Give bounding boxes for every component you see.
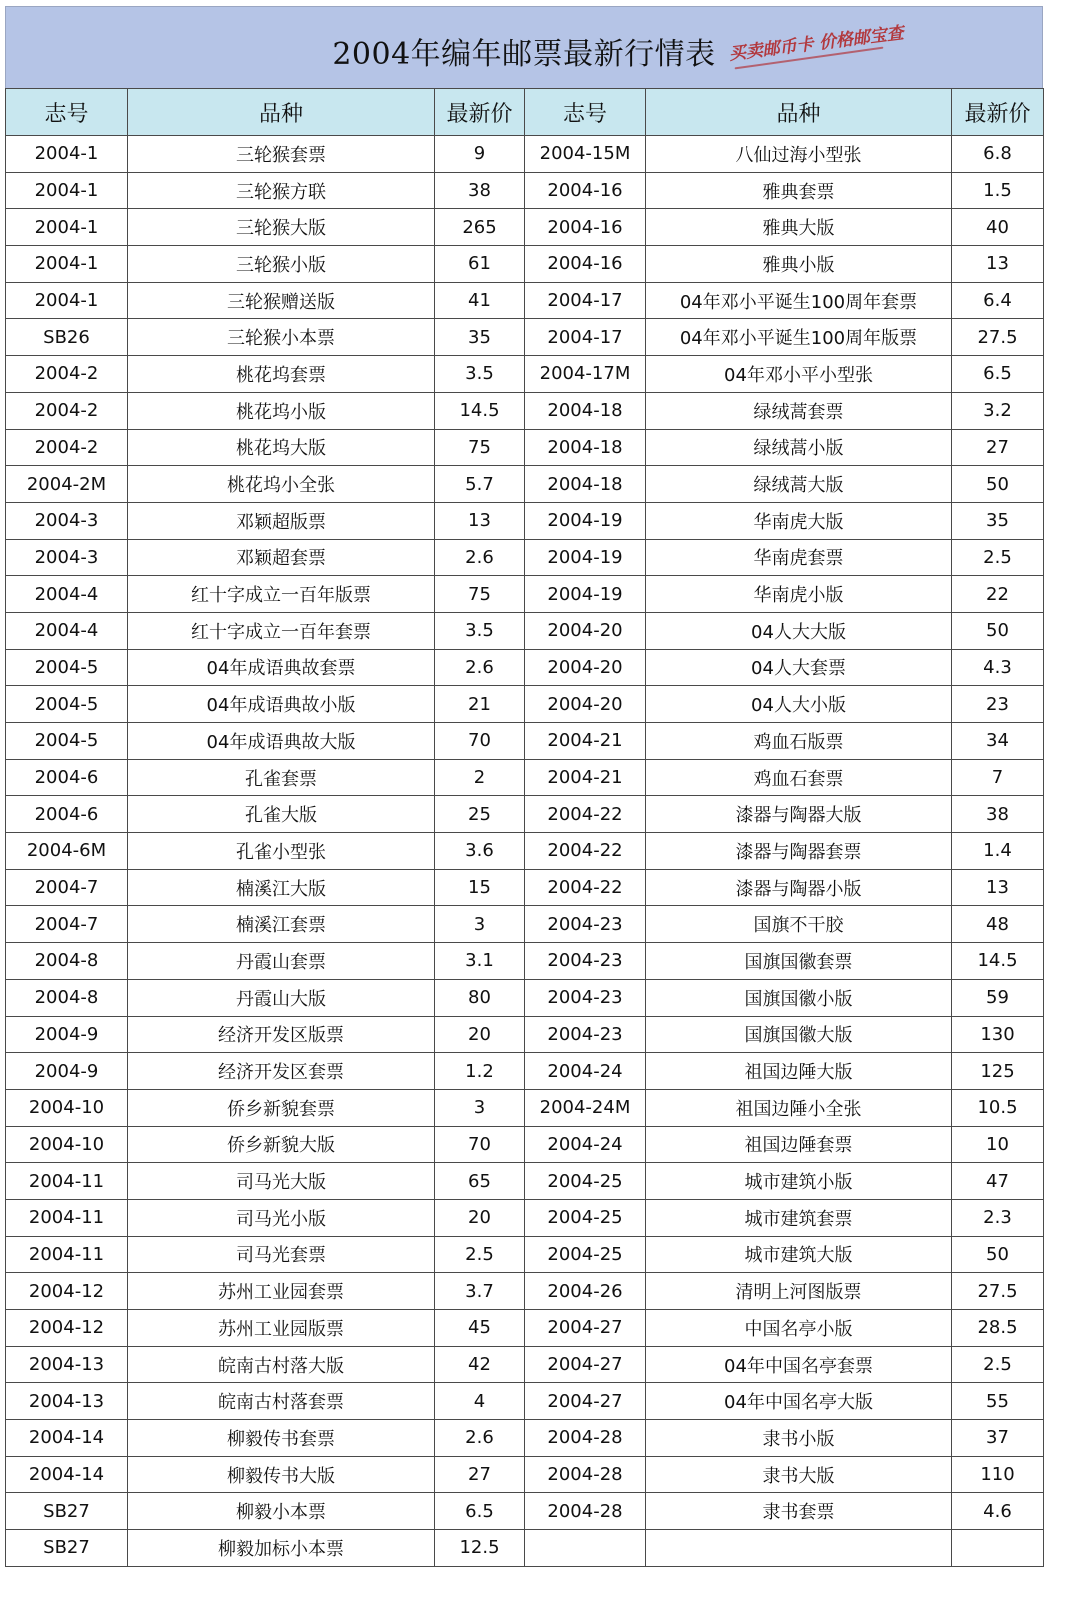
price-cell: 14.5 (435, 392, 525, 429)
price-cell: 4.3 (952, 649, 1044, 686)
stamp-no-cell: 2004-22 (525, 796, 646, 833)
price-cell: 21 (435, 686, 525, 723)
stamp-no-cell: 2004-28 (525, 1493, 646, 1530)
stamp-no-cell: 2004-20 (525, 649, 646, 686)
variety-cell: 绿绒蒿小版 (646, 429, 952, 466)
stamp-no-cell: 2004-28 (525, 1420, 646, 1457)
variety-cell: 隶书大版 (646, 1456, 952, 1493)
table-row (6, 356, 1044, 393)
stamp-no-cell: 2004-4 (6, 576, 128, 613)
table-row (6, 172, 1044, 209)
stamp-no-cell: 2004-6 (6, 796, 128, 833)
price-cell: 3 (435, 906, 525, 943)
price-cell: 9 (435, 136, 525, 173)
stamp-no-cell: 2004-16 (525, 209, 646, 246)
variety-cell: 城市建筑套票 (646, 1199, 952, 1236)
price-cell: 3.5 (435, 356, 525, 393)
variety-cell: 孔雀大版 (128, 796, 435, 833)
price-cell: 75 (435, 576, 525, 613)
price-cell: 12.5 (435, 1530, 525, 1567)
stamp-no-cell: SB27 (6, 1493, 128, 1530)
price-cell: 5.7 (435, 466, 525, 503)
price-cell: 20 (435, 1199, 525, 1236)
table-row (6, 979, 1044, 1016)
price-cell: 75 (435, 429, 525, 466)
stamp-no-cell: 2004-21 (525, 723, 646, 760)
price-cell: 2.3 (952, 1199, 1044, 1236)
variety-cell: 城市建筑小版 (646, 1163, 952, 1200)
page-title: 2004年编年邮票最新行情表 (332, 37, 716, 72)
table-row (6, 649, 1044, 686)
table-row (6, 502, 1044, 539)
table-row (6, 1053, 1044, 1090)
stamp-no-cell: 2004-23 (525, 979, 646, 1016)
stamp-no-cell: 2004-20 (525, 686, 646, 723)
variety-cell: 三轮猴方联 (128, 172, 435, 209)
price-cell: 37 (952, 1420, 1044, 1457)
price-cell: 6.4 (952, 282, 1044, 319)
price-cell: 50 (952, 1236, 1044, 1273)
stamp-no-cell: 2004-27 (525, 1346, 646, 1383)
price-cell: 4 (435, 1383, 525, 1420)
table-row (6, 833, 1044, 870)
table-row (6, 869, 1044, 906)
variety-cell: 华南虎大版 (646, 502, 952, 539)
variety-cell: 孔雀小型张 (128, 833, 435, 870)
variety-cell: 柳毅小本票 (128, 1493, 435, 1530)
stamp-no-cell: 2004-25 (525, 1163, 646, 1200)
table-row (6, 1456, 1044, 1493)
variety-cell: 绿绒蒿套票 (646, 392, 952, 429)
variety-cell: 雅典套票 (646, 172, 952, 209)
price-cell: 6.5 (435, 1493, 525, 1530)
variety-cell: 经济开发区套票 (128, 1053, 435, 1090)
variety-cell: 04人大小版 (646, 686, 952, 723)
stamp-no-cell: 2004-15M (525, 136, 646, 173)
price-cell: 2.6 (435, 1420, 525, 1457)
price-cell: 13 (435, 502, 525, 539)
price-cell: 13 (952, 246, 1044, 283)
variety-cell: 丹霞山套票 (128, 943, 435, 980)
table-row (6, 1163, 1044, 1200)
variety-cell: 司马光小版 (128, 1199, 435, 1236)
price-cell: 38 (435, 172, 525, 209)
table-row (6, 466, 1044, 503)
price-cell: 25 (435, 796, 525, 833)
variety-cell: 华南虎套票 (646, 539, 952, 576)
price-cell: 27 (952, 429, 1044, 466)
price-cell: 130 (952, 1016, 1044, 1053)
variety-cell: 鸡血石套票 (646, 759, 952, 796)
price-cell: 22 (952, 576, 1044, 613)
price-cell: 15 (435, 869, 525, 906)
price-cell: 35 (435, 319, 525, 356)
stamp-no-cell: 2004-27 (525, 1383, 646, 1420)
price-cell: 20 (435, 1016, 525, 1053)
stamp-no-cell: 2004-23 (525, 906, 646, 943)
price-cell: 6.5 (952, 356, 1044, 393)
variety-cell: 祖国边陲小全张 (646, 1089, 952, 1126)
variety-cell: 清明上河图版票 (646, 1273, 952, 1310)
variety-cell: 三轮猴赠送版 (128, 282, 435, 319)
variety-cell: 柳毅传书套票 (128, 1420, 435, 1457)
variety-cell: 红十字成立一百年套票 (128, 612, 435, 649)
table-row (6, 576, 1044, 613)
price-cell: 1.2 (435, 1053, 525, 1090)
price-cell: 40 (952, 209, 1044, 246)
stamp-no-cell: 2004-11 (6, 1163, 128, 1200)
price-cell: 27.5 (952, 319, 1044, 356)
variety-cell: 04年成语典故小版 (128, 686, 435, 723)
price-cell: 23 (952, 686, 1044, 723)
price-cell: 2.6 (435, 539, 525, 576)
table-body (6, 136, 1044, 1567)
stamp-no-cell: 2004-2 (6, 392, 128, 429)
table-row (6, 282, 1044, 319)
variety-cell: 04年邓小平诞生100周年版票 (646, 319, 952, 356)
stamp-no-cell: 2004-11 (6, 1236, 128, 1273)
stamp-no-cell: 2004-3 (6, 502, 128, 539)
price-table (5, 88, 1044, 1567)
table-row (6, 429, 1044, 466)
table-row (6, 1346, 1044, 1383)
header-cell-price-right: 最新价 (952, 89, 1044, 136)
stamp-no-cell: 2004-10 (6, 1126, 128, 1163)
price-cell: 27.5 (952, 1273, 1044, 1310)
price-cell: 41 (435, 282, 525, 319)
price-cell: 50 (952, 612, 1044, 649)
table-row (6, 1383, 1044, 1420)
variety-cell: 邓颖超版票 (128, 502, 435, 539)
variety-cell: 楠溪江套票 (128, 906, 435, 943)
table-row (6, 759, 1044, 796)
price-cell: 70 (435, 1126, 525, 1163)
table-row (6, 319, 1044, 356)
table-row (6, 1089, 1044, 1126)
table-row (6, 392, 1044, 429)
table-row (6, 1493, 1044, 1530)
price-cell: 38 (952, 796, 1044, 833)
stamp-no-cell: 2004-26 (525, 1273, 646, 1310)
price-cell: 50 (952, 466, 1044, 503)
price-cell: 27 (435, 1456, 525, 1493)
price-cell: 13 (952, 869, 1044, 906)
variety-cell: 华南虎小版 (646, 576, 952, 613)
header-cell-stamp-no-left: 志号 (6, 89, 128, 136)
variety-cell: 经济开发区版票 (128, 1016, 435, 1053)
variety-cell: 隶书小版 (646, 1420, 952, 1457)
variety-cell: 皖南古村落大版 (128, 1346, 435, 1383)
table-row (6, 1236, 1044, 1273)
stamp-no-cell: 2004-19 (525, 539, 646, 576)
variety-cell: 漆器与陶器大版 (646, 796, 952, 833)
variety-cell: 侨乡新貌大版 (128, 1126, 435, 1163)
stamp-no-cell: 2004-23 (525, 943, 646, 980)
price-cell: 3.5 (435, 612, 525, 649)
price-cell: 65 (435, 1163, 525, 1200)
stamp-no-cell: 2004-25 (525, 1236, 646, 1273)
variety-cell: 04年邓小平诞生100周年套票 (646, 282, 952, 319)
variety-cell: 隶书套票 (646, 1493, 952, 1530)
variety-cell: 桃花坞套票 (128, 356, 435, 393)
stamp-no-cell: 2004-11 (6, 1199, 128, 1236)
stamp-no-cell: 2004-17 (525, 282, 646, 319)
price-cell: 4.6 (952, 1493, 1044, 1530)
variety-cell: 楠溪江大版 (128, 869, 435, 906)
stamp-no-cell: 2004-2M (6, 466, 128, 503)
stamp-no-cell: 2004-18 (525, 466, 646, 503)
variety-cell: 司马光套票 (128, 1236, 435, 1273)
table-row (6, 1016, 1044, 1053)
stamp-no-cell: 2004-24 (525, 1126, 646, 1163)
stamp-no-cell: 2004-16 (525, 246, 646, 283)
variety-cell: 城市建筑大版 (646, 1236, 952, 1273)
stamp-no-cell: 2004-1 (6, 209, 128, 246)
price-cell: 14.5 (952, 943, 1044, 980)
stamp-no-cell: 2004-24M (525, 1089, 646, 1126)
price-cell: 7 (952, 759, 1044, 796)
price-cell: 42 (435, 1346, 525, 1383)
table-row (6, 1126, 1044, 1163)
variety-cell: 祖国边陲大版 (646, 1053, 952, 1090)
stamp-no-cell: 2004-13 (6, 1383, 128, 1420)
price-cell: 2 (435, 759, 525, 796)
stamp-no-cell: 2004-18 (525, 429, 646, 466)
variety-cell: 国旗国徽套票 (646, 943, 952, 980)
stamp-no-cell: 2004-17 (525, 319, 646, 356)
stamp-no-cell: 2004-5 (6, 723, 128, 760)
watermark-stamp: 买卖邮币卡 价格邮宝查 (727, 23, 905, 65)
stamp-no-cell: 2004-8 (6, 943, 128, 980)
stamp-no-cell: 2004-27 (525, 1310, 646, 1347)
table-row (6, 796, 1044, 833)
stamp-no-cell: 2004-2 (6, 429, 128, 466)
price-cell: 6.8 (952, 136, 1044, 173)
price-cell: 48 (952, 906, 1044, 943)
variety-cell: 柳毅加标小本票 (128, 1530, 435, 1567)
price-cell: 10 (952, 1126, 1044, 1163)
table-row (6, 1310, 1044, 1347)
variety-cell: 04人大套票 (646, 649, 952, 686)
variety-cell: 侨乡新貌套票 (128, 1089, 435, 1126)
variety-cell: 孔雀套票 (128, 759, 435, 796)
stamp-no-cell: 2004-21 (525, 759, 646, 796)
variety-cell: 红十字成立一百年版票 (128, 576, 435, 613)
price-sheet (5, 6, 1043, 1567)
stamp-no-cell: 2004-5 (6, 686, 128, 723)
table-row (6, 943, 1044, 980)
variety-cell: 04年成语典故大版 (128, 723, 435, 760)
stamp-no-cell: 2004-14 (6, 1456, 128, 1493)
stamp-no-cell: 2004-8 (6, 979, 128, 1016)
stamp-no-cell: 2004-9 (6, 1053, 128, 1090)
price-cell: 59 (952, 979, 1044, 1016)
price-cell: 125 (952, 1053, 1044, 1090)
stamp-no-cell: 2004-3 (6, 539, 128, 576)
price-cell: 55 (952, 1383, 1044, 1420)
header-cell-stamp-no-right: 志号 (525, 89, 646, 136)
table-row (6, 539, 1044, 576)
variety-cell: 邓颖超套票 (128, 539, 435, 576)
price-cell: 80 (435, 979, 525, 1016)
header-row (6, 89, 1044, 136)
price-cell: 10.5 (952, 1089, 1044, 1126)
stamp-no-cell: 2004-6 (6, 759, 128, 796)
stamp-no-cell: 2004-10 (6, 1089, 128, 1126)
stamp-no-cell: 2004-6M (6, 833, 128, 870)
price-cell: 3.6 (435, 833, 525, 870)
variety-cell: 皖南古村落套票 (128, 1383, 435, 1420)
stamp-no-cell: 2004-22 (525, 833, 646, 870)
stamp-no-cell: 2004-7 (6, 906, 128, 943)
stamp-no-cell: 2004-2 (6, 356, 128, 393)
variety-cell: 鸡血石版票 (646, 723, 952, 760)
stamp-no-cell: 2004-1 (6, 246, 128, 283)
table-row (6, 906, 1044, 943)
variety-cell: 雅典大版 (646, 209, 952, 246)
table-row (6, 246, 1044, 283)
price-cell: 110 (952, 1456, 1044, 1493)
stamp-no-cell: 2004-20 (525, 612, 646, 649)
table-row (6, 136, 1044, 173)
stamp-no-cell: 2004-9 (6, 1016, 128, 1053)
table-row (6, 1420, 1044, 1457)
price-cell: 70 (435, 723, 525, 760)
table-row (6, 1199, 1044, 1236)
table-row (6, 1530, 1044, 1567)
price-cell: 47 (952, 1163, 1044, 1200)
stamp-no-cell: 2004-22 (525, 869, 646, 906)
variety-cell: 04人大大版 (646, 612, 952, 649)
header-cell-variety-right: 品种 (646, 89, 952, 136)
table-row (6, 686, 1044, 723)
variety-cell: 祖国边陲套票 (646, 1126, 952, 1163)
variety-cell: 漆器与陶器套票 (646, 833, 952, 870)
variety-cell: 04年中国名亭套票 (646, 1346, 952, 1383)
price-cell: 45 (435, 1310, 525, 1347)
variety-cell: 国旗国徽大版 (646, 1016, 952, 1053)
variety-cell: 04年邓小平小型张 (646, 356, 952, 393)
price-cell: 28.5 (952, 1310, 1044, 1347)
price-cell: 1.4 (952, 833, 1044, 870)
variety-cell: 柳毅传书大版 (128, 1456, 435, 1493)
variety-cell: 04年成语典故套票 (128, 649, 435, 686)
price-cell: 265 (435, 209, 525, 246)
price-cell: 34 (952, 723, 1044, 760)
stamp-no-cell: 2004-19 (525, 502, 646, 539)
price-cell: 2.5 (435, 1236, 525, 1273)
variety-cell: 国旗国徽小版 (646, 979, 952, 1016)
stamp-no-cell: 2004-13 (6, 1346, 128, 1383)
stamp-no-cell: 2004-1 (6, 136, 128, 173)
variety-cell: 苏州工业园套票 (128, 1273, 435, 1310)
stamp-no-cell: 2004-12 (6, 1310, 128, 1347)
variety-cell: 三轮猴套票 (128, 136, 435, 173)
price-cell: 2.5 (952, 539, 1044, 576)
stamp-no-cell: 2004-25 (525, 1199, 646, 1236)
stamp-no-cell: 2004-14 (6, 1420, 128, 1457)
variety-cell: 八仙过海小型张 (646, 136, 952, 173)
variety-cell: 丹霞山大版 (128, 979, 435, 1016)
variety-cell: 司马光大版 (128, 1163, 435, 1200)
stamp-no-cell: 2004-1 (6, 282, 128, 319)
stamp-no-cell: 2004-23 (525, 1016, 646, 1053)
stamp-no-cell (525, 1530, 646, 1567)
table-row (6, 723, 1044, 760)
variety-cell: 桃花坞大版 (128, 429, 435, 466)
table-row (6, 612, 1044, 649)
price-cell: 1.5 (952, 172, 1044, 209)
price-cell: 35 (952, 502, 1044, 539)
stamp-no-cell: 2004-4 (6, 612, 128, 649)
variety-cell: 三轮猴小版 (128, 246, 435, 283)
variety-cell: 国旗不干胶 (646, 906, 952, 943)
price-cell: 2.5 (952, 1346, 1044, 1383)
variety-cell (646, 1530, 952, 1567)
variety-cell: 漆器与陶器小版 (646, 869, 952, 906)
header-cell-price-left: 最新价 (435, 89, 525, 136)
variety-cell: 绿绒蒿大版 (646, 466, 952, 503)
stamp-no-cell: 2004-18 (525, 392, 646, 429)
variety-cell: 中国名亭小版 (646, 1310, 952, 1347)
variety-cell: 雅典小版 (646, 246, 952, 283)
variety-cell: 桃花坞小全张 (128, 466, 435, 503)
stamp-no-cell: 2004-5 (6, 649, 128, 686)
variety-cell: 桃花坞小版 (128, 392, 435, 429)
stamp-no-cell: 2004-7 (6, 869, 128, 906)
variety-cell: 三轮猴大版 (128, 209, 435, 246)
table-row (6, 209, 1044, 246)
header-cell-variety-left: 品种 (128, 89, 435, 136)
price-cell: 3.1 (435, 943, 525, 980)
stamp-no-cell: 2004-24 (525, 1053, 646, 1090)
stamp-no-cell: 2004-28 (525, 1456, 646, 1493)
price-cell: 61 (435, 246, 525, 283)
title-bar (5, 6, 1043, 88)
price-cell (952, 1530, 1044, 1567)
table-row (6, 1273, 1044, 1310)
price-cell: 3.2 (952, 392, 1044, 429)
stamp-no-cell: SB26 (6, 319, 128, 356)
stamp-no-cell: SB27 (6, 1530, 128, 1567)
stamp-no-cell: 2004-17M (525, 356, 646, 393)
price-cell: 2.6 (435, 649, 525, 686)
stamp-no-cell: 2004-1 (6, 172, 128, 209)
variety-cell: 三轮猴小本票 (128, 319, 435, 356)
variety-cell: 苏州工业园版票 (128, 1310, 435, 1347)
stamp-no-cell: 2004-19 (525, 576, 646, 613)
stamp-no-cell: 2004-16 (525, 172, 646, 209)
price-cell: 3.7 (435, 1273, 525, 1310)
stamp-no-cell: 2004-12 (6, 1273, 128, 1310)
price-cell: 3 (435, 1089, 525, 1126)
variety-cell: 04年中国名亭大版 (646, 1383, 952, 1420)
